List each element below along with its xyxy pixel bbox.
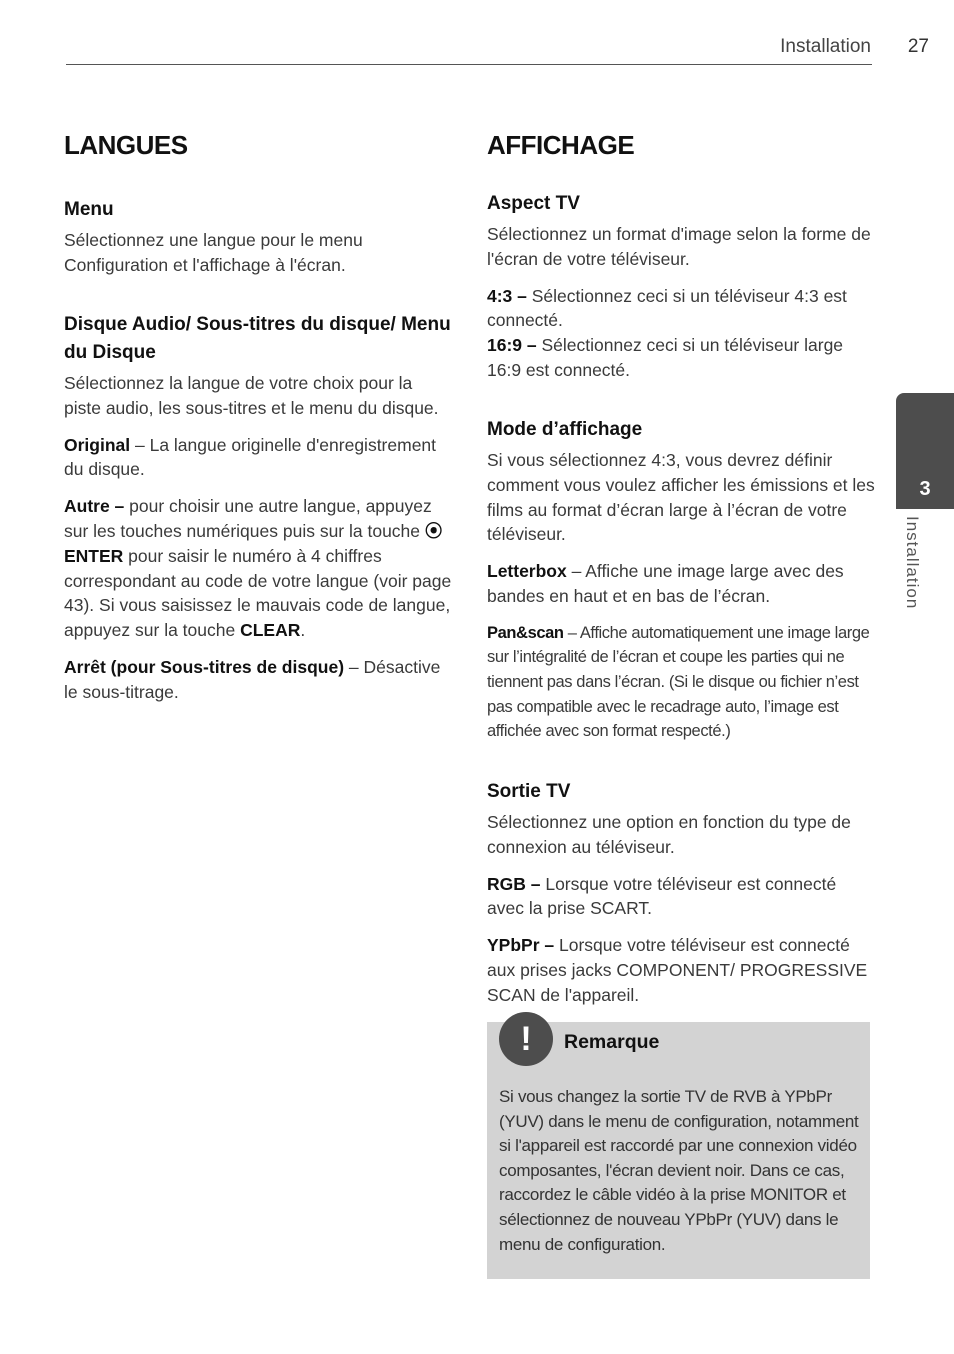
arret-term: Arrêt (pour Sous-titres de disque) xyxy=(64,656,345,677)
original-text: – La langue originelle d'enregistrement du disque. xyxy=(64,434,437,480)
ypbpr-text: Lorsque votre téléviseur est connecté aux prises jacks COMPONENT/ PROGRESSIVE SCAN de l'appareil. xyxy=(487,935,868,1005)
mode-description: Si vous sélectionnez 4:3, vous devrez définir comment vous voulez afficher les émissions et les films au format d’écran large à l’écran de votre téléviseur. xyxy=(487,450,875,545)
menu-subheading: Menu xyxy=(64,199,114,220)
mode-section xyxy=(487,416,877,756)
original-option xyxy=(64,433,454,483)
disque-section xyxy=(64,311,454,717)
aspect-43-term: 4:3 – xyxy=(487,285,527,306)
exclamation-icon: ! xyxy=(499,1012,553,1066)
page-number: 27 xyxy=(907,36,929,57)
chapter-tab-label: Installation xyxy=(903,516,922,610)
aspect-description: Sélectionnez un format d'image selon la forme de l'écran de votre téléviseur. xyxy=(487,224,871,269)
aspect-section xyxy=(487,190,877,395)
chapter-tab xyxy=(896,393,954,509)
aspect-43-option xyxy=(487,284,877,334)
disque-description: Sélectionnez la langue de votre choix pour la piste audio, les sous-titres et le menu du disque. xyxy=(64,373,439,418)
running-header-title: Installation xyxy=(780,36,871,57)
note-text: Si vous changez la sortie TV de RVB à YPbPr (YUV) dans le menu de configuration, notamment si l'appareil est raccordé par une connexion vidéo composantes, l'écran devient noir. Dans ce cas, raccordez le câble vidéo à la prise MONITOR et sélectionnez de nouveau YPbPr (YUV) dans le menu de configuration. xyxy=(499,1087,859,1254)
sortie-description: Sélectionnez une option en fonction du type de connexion au téléviseur. xyxy=(487,812,851,857)
menu-description: Sélectionnez une langue pour le menu Configuration et l'affichage à l'écran. xyxy=(64,230,363,275)
note-title: Remarque xyxy=(564,1031,660,1053)
mode-subheading: Mode d’affichage xyxy=(487,419,643,440)
panscan-term: Pan&scan xyxy=(487,623,564,642)
aspect-169-text: Sélectionnez ceci si un téléviseur large 16:9 est connecté. xyxy=(487,335,844,380)
autre-term: Autre – xyxy=(64,496,125,517)
aspect-subheading: Aspect TV xyxy=(487,193,580,214)
autre-text-continued: pour saisir le numéro à 4 chiffres correspondant au code de votre langue (voir page 43). Si vous saisissez le mauvais code de langue, appuyez sur la touche xyxy=(64,545,452,641)
letterbox-term: Letterbox xyxy=(487,561,567,582)
langues-heading: LANGUES xyxy=(64,130,188,160)
arret-option xyxy=(64,655,454,705)
letterbox-text: – Affiche une image large avec des bandes en haut et en bas de l’écran. xyxy=(487,561,844,606)
aspect-43-text: Sélectionnez ceci si un téléviseur 4:3 est connecté. xyxy=(487,285,847,331)
letterbox-option xyxy=(487,559,877,609)
original-term: Original xyxy=(64,434,131,455)
autre-text-end: . xyxy=(300,620,306,641)
rgb-option xyxy=(487,872,877,922)
sortie-section xyxy=(487,778,877,1020)
arret-text: – Désactive le sous-titrage. xyxy=(64,656,441,702)
autre-option xyxy=(64,494,454,643)
header-rule xyxy=(66,64,872,65)
affichage-heading: AFFICHAGE xyxy=(487,130,635,160)
rgb-term: RGB – xyxy=(487,873,541,894)
menu-section xyxy=(64,196,454,290)
aspect-169-option xyxy=(487,333,877,383)
chapter-number: 3 xyxy=(919,478,931,500)
disque-subheading: Disque Audio/ Sous-titres du disque/ Menu du Disque xyxy=(64,314,451,363)
ypbpr-term: YPbPr – xyxy=(487,935,555,956)
autre-text: pour choisir une autre langue, appuyez sur les touches numériques puis sur la touche xyxy=(64,496,432,541)
enter-key-label: ENTER xyxy=(64,545,124,566)
ypbpr-option xyxy=(487,933,877,1007)
panscan-text: – Affiche automatiquement une image large sur l’intégralité de l’écran et coupe les parties qui ne tiennent pas dans l’écran. (Si le disque ou fichier n’est pas compatible avec le recadrage auto, l’image est affichée avec son format respecté.) xyxy=(487,623,870,741)
panscan-option xyxy=(487,621,877,744)
remarque-note-box xyxy=(487,1022,870,1279)
aspect-169-term: 16:9 – xyxy=(487,335,537,356)
sortie-subheading: Sortie TV xyxy=(487,781,571,802)
clear-key-label: CLEAR xyxy=(240,620,301,641)
rgb-text: Lorsque votre téléviseur est connecté avec la prise SCART. xyxy=(487,873,837,919)
enter-button-icon: ⦿ xyxy=(424,520,443,541)
